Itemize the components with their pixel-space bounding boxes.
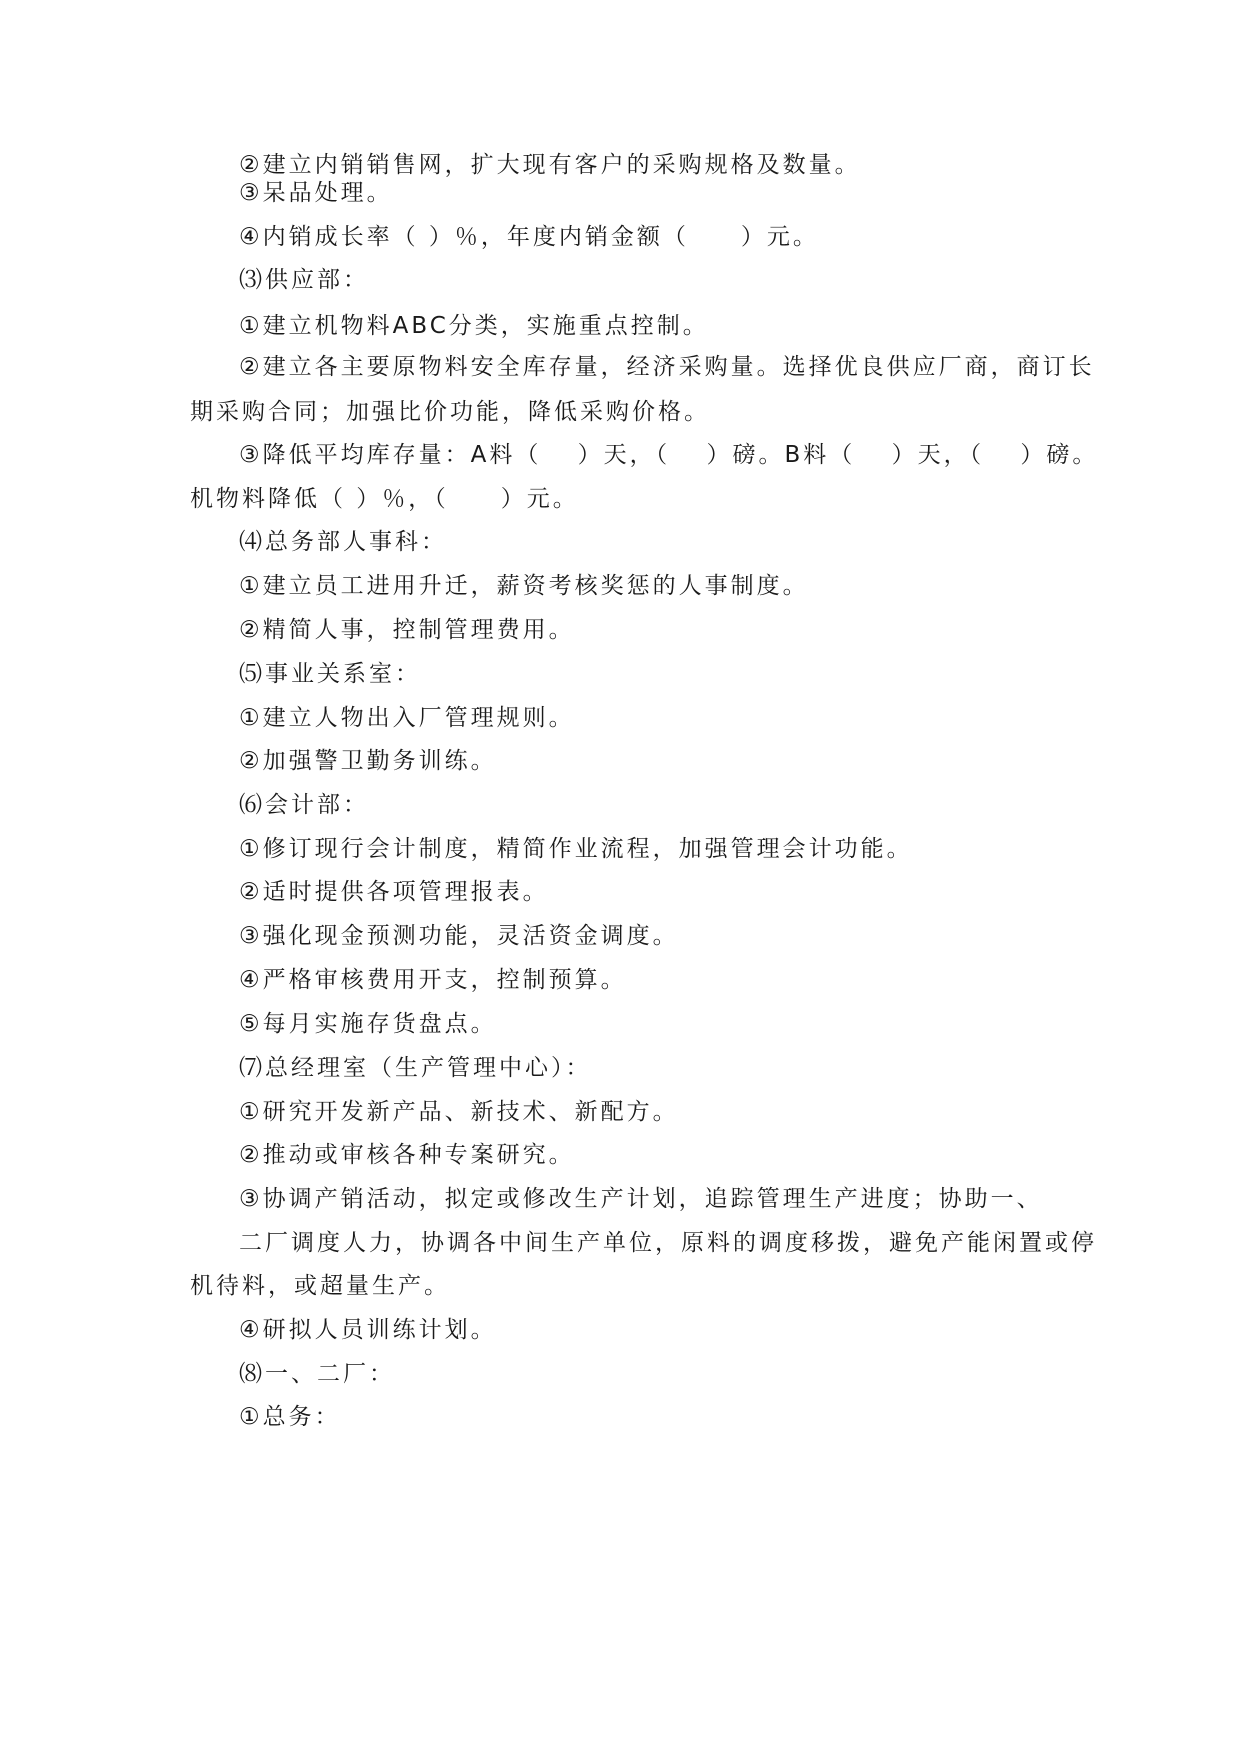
section-heading: ⑹会计部： [239, 792, 369, 818]
paragraph-line: ④内销成长率（ ）％，年度内销金额（ ）元。 [239, 224, 819, 250]
paragraph-line: ②建立内销销售网，扩大现有客户的采购规格及数量。 [239, 152, 861, 178]
paragraph-line: 机物料降低（ ）％，（ ）元。 [190, 486, 579, 512]
section-heading: ⑸事业关系室： [239, 661, 421, 687]
paragraph-line: ②建立各主要原物料安全库存量，经济采购量。选择优良供应厂商，商订长 [239, 354, 1095, 380]
paragraph-line: ②推动或审核各种专案研究。 [239, 1142, 575, 1168]
paragraph-line: ③强化现金预测功能，灵活资金调度。 [239, 923, 679, 949]
paragraph-line: 机待料，或超量生产。 [190, 1273, 450, 1299]
paragraph-line: ①建立人物出入厂管理规则。 [239, 705, 575, 731]
paragraph-line: ①修订现行会计制度，精简作业流程，加强管理会计功能。 [239, 836, 913, 862]
paragraph-line: ①建立员工进用升迁，薪资考核奖惩的人事制度。 [239, 573, 809, 599]
paragraph-line: 二厂调度人力，协调各中间生产单位，原料的调度移拨，避免产能闲置或停 [239, 1230, 1097, 1256]
section-heading: ⑶供应部： [239, 267, 369, 293]
paragraph-line: ③呆品处理。 [239, 180, 393, 206]
paragraph-line: ②加强警卫勤务训练。 [239, 748, 497, 774]
paragraph-line: ④严格审核费用开支，控制预算。 [239, 967, 627, 993]
paragraph-line: 期采购合同；加强比价功能，降低采购价格。 [190, 399, 710, 425]
section-heading: ⑺总经理室（生产管理中心）： [239, 1055, 592, 1081]
paragraph-line: ②适时提供各项管理报表。 [239, 879, 549, 905]
paragraph-line: ①建立机物料ABC分类，实施重点控制。 [239, 313, 709, 339]
paragraph-line: ④研拟人员训练计划。 [239, 1317, 497, 1343]
section-heading: ⑻一、二厂： [239, 1361, 395, 1387]
paragraph-line: ③降低平均库存量：A料（ ）天，（ ）磅。B料（ ）天，（ ）磅。 [239, 442, 1099, 468]
paragraph-line: ②精简人事，控制管理费用。 [239, 617, 575, 643]
paragraph-line: ①研究开发新产品、新技术、新配方。 [239, 1099, 679, 1125]
paragraph-line: ③协调产销活动，拟定或修改生产计划，追踪管理生产进度；协助一、 [239, 1186, 1043, 1212]
section-heading: ⑷总务部人事科： [239, 529, 447, 555]
paragraph-line: ①总务： [239, 1404, 341, 1430]
paragraph-line: ⑤每月实施存货盘点。 [239, 1011, 497, 1037]
